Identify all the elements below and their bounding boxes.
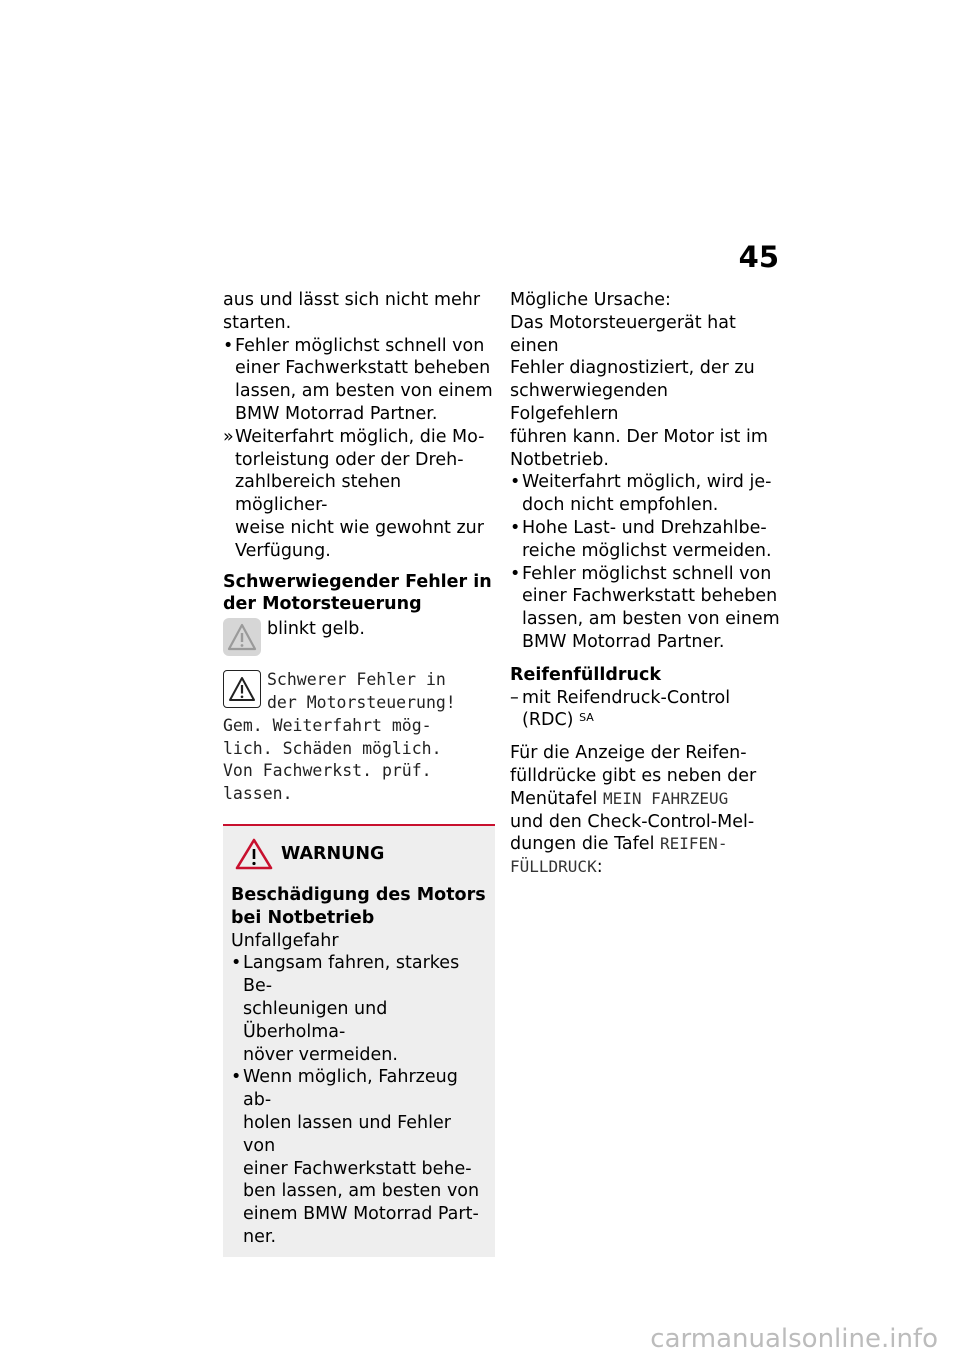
- cause-line: führen kann. Der Motor ist im: [510, 426, 768, 447]
- paragraph-line: [510, 788, 782, 811]
- section-heading: [223, 571, 493, 617]
- list-line: einer Fachwerkstatt beheben: [235, 358, 491, 379]
- right-column: [510, 289, 782, 879]
- paragraph-line: fülldrücke gibt es neben der: [510, 765, 757, 786]
- list-line: Weiterfahrt möglich, wird je-: [522, 472, 772, 493]
- list-line: Fehler möglichst schnell von: [522, 563, 772, 584]
- paragraph-line: [510, 856, 782, 879]
- list-line: ben lassen, am besten von: [243, 1181, 480, 1202]
- intro-text-1: aus und lässt sich nicht mehr: [223, 290, 481, 310]
- equipment-item: [510, 687, 782, 733]
- warning-light-row: [223, 618, 493, 656]
- special-equipment-badge: SA: [579, 711, 594, 725]
- bullet-icon: •: [510, 517, 521, 538]
- list-line: lassen, am besten von einem: [522, 609, 780, 630]
- paragraph-line: und den Check-Control-Mel-: [510, 811, 755, 832]
- section-heading: Reifenfülldruck: [510, 664, 661, 685]
- list-line: einer Fachwerkstatt behe-: [243, 1158, 472, 1179]
- warning-subtitle: Unfallgefahr: [231, 930, 339, 951]
- cause-label: Mögliche Ursache:: [510, 290, 671, 310]
- list-line: weise nicht wie gewohnt zur: [235, 517, 484, 538]
- warning-header: [235, 838, 487, 870]
- list-line: holen lassen und Fehler von: [243, 1112, 451, 1156]
- menu-name: MEIN FAHRZEUG: [603, 788, 729, 808]
- list-line: ner.: [243, 1226, 277, 1247]
- warning-triangle-icon: [235, 838, 273, 870]
- list-line: Verfügung.: [235, 540, 331, 561]
- paragraph-text: Menütafel: [510, 788, 598, 809]
- paragraph-text: dungen die Tafel: [510, 834, 655, 855]
- display-line: Gem. Weiterfahrt mög-: [223, 715, 432, 735]
- bullet-icon: •: [510, 472, 521, 493]
- warning-label: WARNUNG: [281, 843, 385, 864]
- list-line: einem BMW Motorrad Part-: [243, 1204, 479, 1225]
- heading-line: der Motorsteuerung: [223, 594, 422, 615]
- warning-title: Beschädigung des Motors: [231, 884, 486, 905]
- intro-text-2: starten.: [223, 312, 292, 333]
- list-item: [510, 471, 782, 517]
- list-item: [223, 335, 493, 426]
- warning-light-icon: [223, 618, 261, 656]
- list-item: [510, 563, 782, 654]
- list-line: einer Fachwerkstatt beheben: [522, 586, 778, 607]
- list-line: [522, 709, 782, 732]
- display-line: lich. Schäden möglich.: [223, 738, 442, 758]
- cause-line: Notbetrieb.: [510, 449, 609, 470]
- list-line: növer vermeiden.: [243, 1044, 398, 1065]
- menu-name: FÜLLDRUCK: [510, 857, 597, 877]
- list-line: schleunigen und Überholma-: [243, 998, 388, 1042]
- page-number: 45: [738, 240, 779, 274]
- warning-box: [223, 824, 495, 1257]
- blink-text: blinkt gelb.: [267, 619, 365, 640]
- display-line: der Motorsteuerung!: [267, 692, 456, 712]
- display-line: Schwerer Fehler in: [267, 670, 446, 690]
- list-line: BMW Motorrad Partner.: [235, 403, 438, 424]
- list-line: mit Reifendruck-Control: [522, 687, 731, 708]
- cause-line: schwerwiegenden Folgefehlern: [510, 381, 668, 424]
- bullet-icon: •: [231, 953, 242, 974]
- cause-line: Fehler diagnostiziert, der zu: [510, 358, 755, 379]
- heading-line: Schwerwiegender Fehler in: [223, 571, 492, 592]
- list-item: [231, 1066, 487, 1248]
- display-message-row: [223, 670, 493, 715]
- list-line: Weiterfahrt möglich, die Mo-: [235, 426, 485, 447]
- left-column: [223, 289, 493, 1257]
- list-line: torleistung oder der Dreh-: [235, 449, 464, 470]
- result-arrow-icon: »: [223, 426, 234, 447]
- paragraph-line: [510, 833, 782, 856]
- list-line: reiche möglichst vermeiden.: [522, 540, 772, 561]
- list-line: Wenn möglich, Fahrzeug ab-: [243, 1067, 458, 1111]
- rdc-text: (RDC): [522, 710, 574, 731]
- menu-name: REIFEN-: [660, 834, 728, 854]
- display-line: lassen.: [223, 784, 293, 804]
- display-message: [223, 715, 493, 806]
- list-item: [510, 517, 782, 563]
- list-line: zahlbereich stehen möglicher-: [235, 472, 402, 516]
- bullet-icon: •: [231, 1067, 242, 1088]
- warning-title: bei Notbetrieb: [231, 907, 375, 928]
- list-line: Langsam fahren, starkes Be-: [243, 953, 460, 997]
- paragraph-line: Für die Anzeige der Reifen-: [510, 743, 747, 764]
- list-item: [231, 952, 487, 1066]
- dash-icon: –: [510, 687, 519, 708]
- cause-line: Das Motorsteuergerät hat einen: [510, 312, 736, 356]
- result-item: [223, 426, 493, 563]
- list-line: Hohe Last- und Drehzahlbe-: [522, 517, 767, 538]
- display-warning-icon: [223, 670, 261, 708]
- paragraph-text: :: [596, 857, 603, 878]
- bullet-icon: •: [510, 563, 521, 584]
- list-line: lassen, am besten von einem: [235, 381, 493, 402]
- list-line: doch nicht empfohlen.: [522, 495, 719, 516]
- display-line: Von Fachwerkst. prüf.: [223, 761, 432, 781]
- list-line: Fehler möglichst schnell von: [235, 335, 485, 356]
- list-line: BMW Motorrad Partner.: [522, 631, 725, 652]
- watermark: carmanualsonline.info: [650, 1324, 938, 1354]
- bullet-icon: •: [223, 335, 234, 356]
